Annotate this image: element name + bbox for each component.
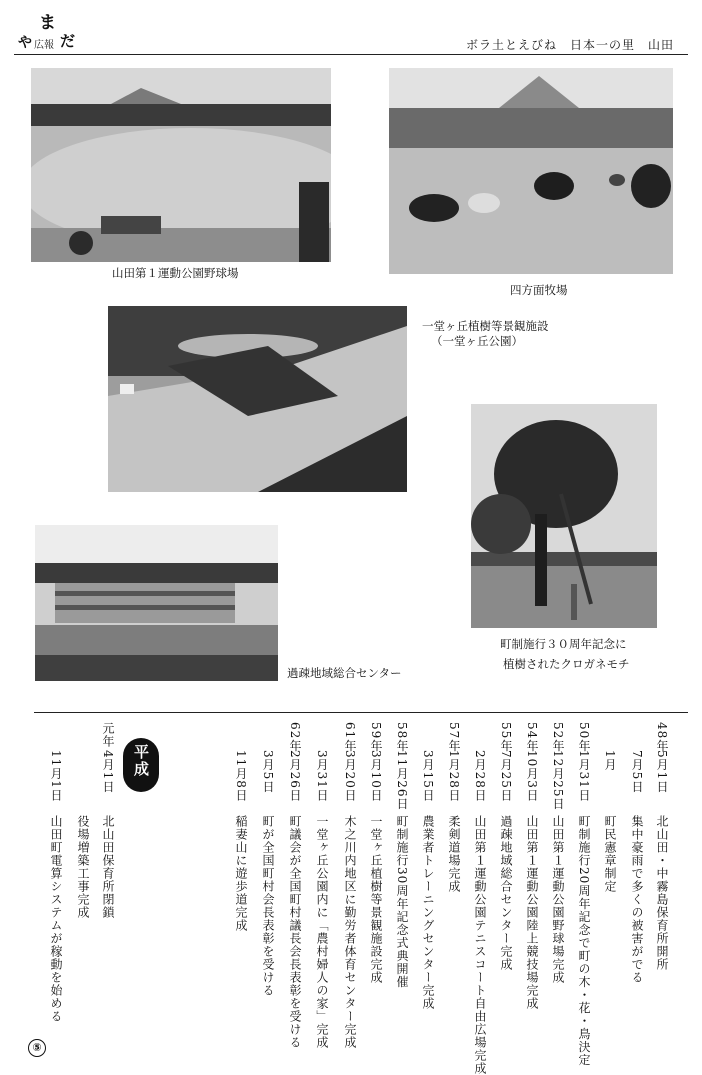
photo-baseball-field xyxy=(31,68,331,262)
timeline-date: 3月31日 xyxy=(315,750,329,802)
caption-kuroganemochi-line1: 町制施行３０周年記念に xyxy=(500,637,627,651)
timeline-date: 3月5日 xyxy=(261,750,275,794)
header-title: ボラ土とえびね 日本一の里 山田 xyxy=(465,38,674,52)
timeline-year: 54年 xyxy=(525,722,539,753)
timeline-event: 町制施行20周年記念で町の木・花・鳥決定 xyxy=(577,815,591,1067)
logo-char-ma: ま xyxy=(39,13,56,33)
timeline-year: 元年 xyxy=(101,722,115,748)
timeline-date: 7月5日 xyxy=(630,750,644,794)
timeline-event: 山田第１運動公園野球場完成 xyxy=(551,815,565,984)
timeline-event: 町制施行30周年記念式典開催 xyxy=(395,815,409,989)
photo-ichidogaoka-park xyxy=(108,306,407,492)
page-number: ⑤ xyxy=(28,1039,46,1057)
timeline-year: 52年 xyxy=(551,722,565,753)
timeline-date: 3月10日 xyxy=(369,750,383,802)
timeline-date: 7月25日 xyxy=(499,750,513,802)
era-badge-heisei xyxy=(123,738,159,792)
timeline-event: 山田第１運動公園陸上競技場完成 xyxy=(525,815,539,1010)
timeline-date: 11月8日 xyxy=(234,750,248,802)
timeline-event: 町民憲章制定 xyxy=(603,815,617,893)
timeline-event: 山田町電算システムが稼動を始める xyxy=(49,815,63,1023)
magazine-logo xyxy=(14,6,84,51)
timeline-year: 59年 xyxy=(369,722,383,753)
timeline-date: 11月1日 xyxy=(49,750,63,802)
caption-ichidogaoka-park-line2: （一堂ヶ丘公園） xyxy=(431,334,523,348)
timeline-event: 農業者トレーニングセンター完成 xyxy=(421,815,435,1010)
caption-kuroganemochi-line2: 植樹されたクロガネモチ xyxy=(503,657,630,671)
timeline-date: 11月26日 xyxy=(395,750,409,811)
era-badge-label: 平成 xyxy=(132,744,150,778)
timeline-event: 山田第１運動公園テニスコート自由広場完成 xyxy=(473,815,487,1075)
timeline-date: 3月20日 xyxy=(343,750,357,802)
photo-depopulated-area-center xyxy=(35,525,278,681)
timeline-year: 55年 xyxy=(499,722,513,753)
timeline-event: 役場増築工事完成 xyxy=(76,815,90,919)
timeline-event: 過疎地域総合センター完成 xyxy=(499,815,513,971)
timeline-date: 3月15日 xyxy=(421,750,435,802)
caption-ichidogaoka-park-line1: 一堂ヶ丘植樹等景観施設 xyxy=(422,319,549,333)
section-divider xyxy=(34,712,688,713)
timeline-date: 1月 xyxy=(603,750,617,772)
logo-char-ya: や xyxy=(18,35,32,51)
photo-kuroganemochi-tree xyxy=(471,404,657,628)
timeline-event: 集中豪雨で多くの被害がでる xyxy=(630,815,644,984)
timeline-year: 50年 xyxy=(577,722,591,753)
timeline-date: 4月1日 xyxy=(101,750,115,794)
timeline-event: 一堂ヶ丘植樹等景観施設完成 xyxy=(369,815,383,984)
timeline-date: 2月26日 xyxy=(288,750,302,802)
timeline-event: 一堂ヶ丘公園内に「農村婦人の家」完成 xyxy=(315,815,329,1049)
caption-cattle-ranch: 四方面牧場 xyxy=(510,283,568,297)
timeline-event: 北山田・中霧島保育所開所 xyxy=(655,815,669,971)
header-divider xyxy=(14,54,688,55)
timeline-year: 58年 xyxy=(395,722,409,753)
caption-depopulated-area-center: 過疎地域総合センター xyxy=(287,666,402,680)
logo-char-kouhou: 広報 xyxy=(34,40,54,51)
timeline-date: 12月25日 xyxy=(551,750,565,811)
photo-cattle-ranch xyxy=(389,68,673,274)
caption-baseball-field: 山田第１運動公園野球場 xyxy=(112,266,239,280)
timeline-date: 1月28日 xyxy=(447,750,461,802)
logo-char-da: だ xyxy=(60,32,76,50)
timeline-date: 1月31日 xyxy=(577,750,591,802)
timeline-event: 町が全国町村会長表彰を受ける xyxy=(261,815,275,997)
timeline-year: 62年 xyxy=(288,722,302,753)
timeline-event: 町議会が全国町村議長会長表彰を受ける xyxy=(288,815,302,1049)
timeline-year: 48年 xyxy=(655,722,669,753)
timeline-date: 5月1日 xyxy=(655,750,669,794)
timeline-year: 61年 xyxy=(343,722,357,753)
timeline-event: 稲妻山に遊歩道完成 xyxy=(234,815,248,932)
timeline-date: 10月3日 xyxy=(525,750,539,802)
timeline-event: 柔剣道場完成 xyxy=(447,815,461,893)
timeline-event: 木之川内地区に勤労者体育センター完成 xyxy=(343,815,357,1049)
timeline-year: 57年 xyxy=(447,722,461,753)
timeline-date: 2月28日 xyxy=(473,750,487,802)
timeline-event: 北山田保育所閉鎖 xyxy=(101,815,115,919)
